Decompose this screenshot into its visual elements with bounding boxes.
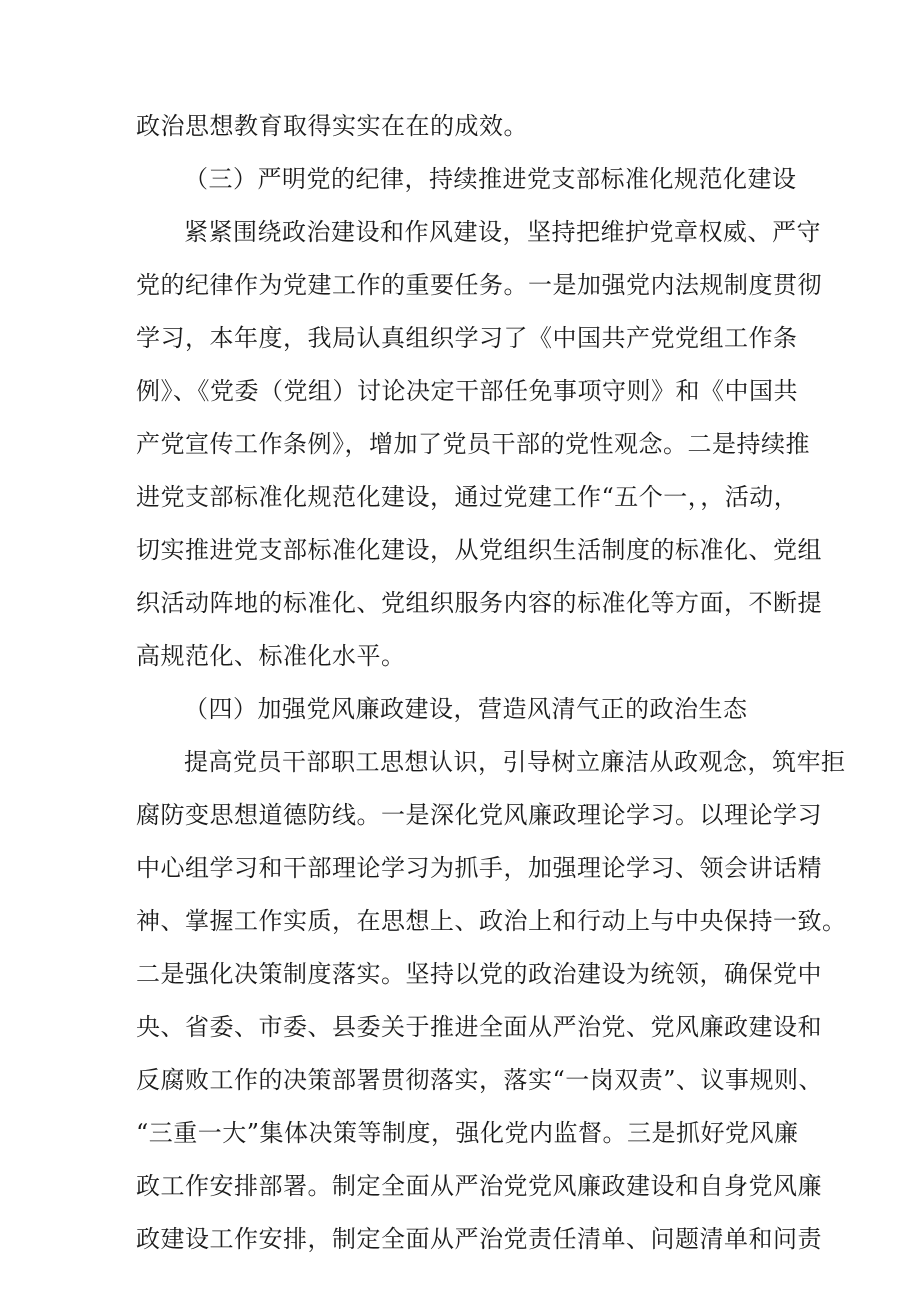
paragraph-line: 产党宣传工作条例》，增加了党员干部的党性观念。二是持续推 [136,430,810,458]
paragraph-line: 高规范化、标准化水平。 [136,642,406,670]
paragraph-line: 进党支部标准化规范化建设，通过党建工作“五个一，，活动， [136,483,799,511]
paragraph-line: 二是强化决策制度落实。坚持以党的政治建设为统领，确保党中 [136,960,822,988]
paragraph-line: 央、省委、市委、县委关于推进全面从严治党、党风廉政建设和 [136,1013,822,1041]
paragraph-line: “三重一大”集体决策等制度，强化党内监督。三是抓好党风廉 [136,1119,799,1147]
paragraph-line: 织活动阵地的标准化、党组织服务内容的标准化等方面，不断提 [136,589,822,617]
section-heading-3: （三）严明党的纪律，持续推进党支部标准化规范化建设 [184,165,797,193]
paragraph-line: 例》、《党委（党组）讨论决定干部任免事项守则》和《中国共 [136,377,798,405]
paragraph-line: 切实推进党支部标准化建设，从党组织生活制度的标准化、党组 [136,536,822,564]
paragraph-line: 中心组学习和干部理论学习为抓手，加强理论学习、领会讲话精 [136,854,822,882]
paragraph-line: 政工作安排部署。制定全面从严治党党风廉政建设和自身党风廉 [136,1172,822,1200]
paragraph-line: 反腐败工作的决策部署贯彻落实，落实“一岗双责”、议事规则、 [136,1066,824,1094]
paragraph-line: 政治思想教育取得实实在在的成效。 [136,112,528,140]
paragraph-line: 党的纪律作为党建工作的重要任务。一是加强党内法规制度贯彻 [136,271,822,299]
paragraph-line: 紧紧围绕政治建设和作风建设，坚持把维护党章权威、严守 [184,218,821,246]
paragraph-line: 神、掌握工作实质，在思想上、政治上和行动上与中央保持一致。 [136,907,847,935]
paragraph-line: 政建设工作安排，制定全面从严治党责任清单、问题清单和问责 [136,1225,822,1253]
section-heading-4: （四）加强党风廉政建设，营造风清气正的政治生态 [184,695,748,723]
paragraph-line: 提高党员干部职工思想认识，引导树立廉洁从政观念，筑牢拒 [184,748,846,776]
paragraph-line: 腐防变思想道德防线。一是深化党风廉政理论学习。以理论学习 [136,801,822,829]
paragraph-line: 学习，本年度，我局认真组织学习了《中国共产党党组工作条 [136,324,798,352]
